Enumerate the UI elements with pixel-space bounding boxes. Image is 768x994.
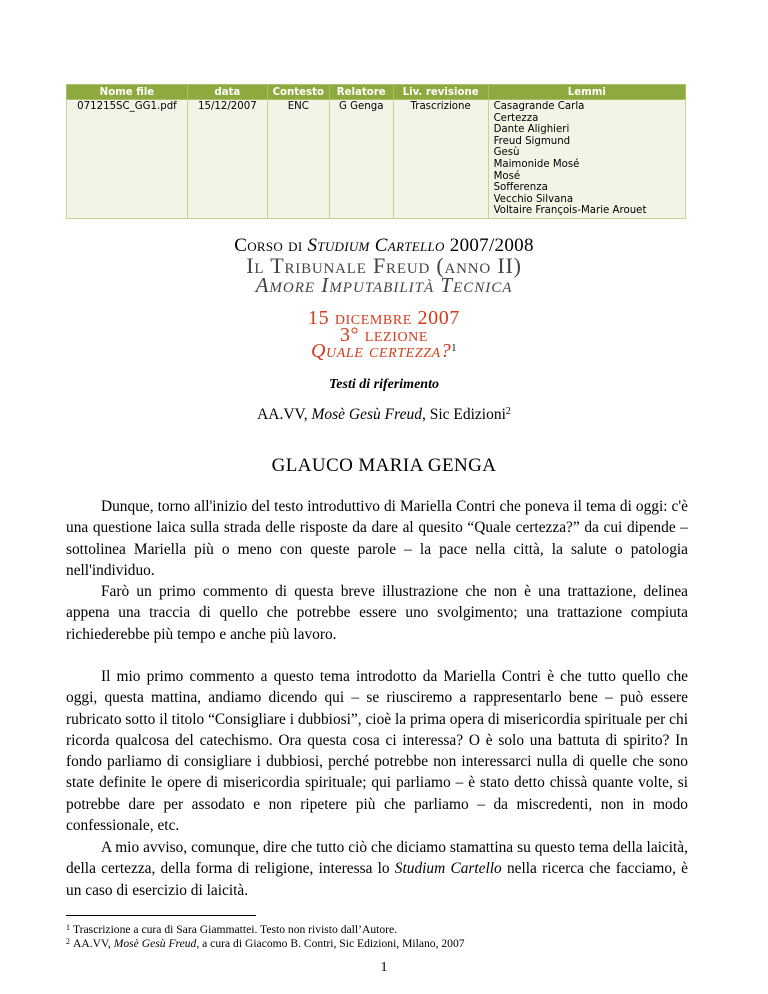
tribunale-title: Il Tribunale Freud (anno II) xyxy=(246,253,522,278)
lemma-item: Mosé xyxy=(493,170,521,182)
cell-date: 15/12/2007 xyxy=(187,100,267,219)
course-name: Studium Cartello xyxy=(307,235,445,256)
header-contesto: Contesto xyxy=(267,85,329,100)
header-nome-file: Nome file xyxy=(67,85,188,100)
header-lemmi: Lemmi xyxy=(488,85,685,100)
paragraph-1: Dunque, torno all'inizio del testo introduttivo di Mariella Contri che poneva il tema di oggi: c'è una questione laica sulla strada delle risposte da dare al quesito “Quale certezza?” da cui dipende – sottolinea Mariella più o meno con queste parole – la pace nella città, la salute o patologia nell'individuo. xyxy=(66,498,688,579)
lesson-number: 3° lezione xyxy=(339,324,429,346)
paragraph-3: Il mio primo commento a questo tema introdotto da Mariella Contri è che tutto quello che oggi, questa mattina, andiamo dicendo qui – se riusciremo a rappresentarlo bene – può essere rubricato sotto il titolo “Consigliare i dubbiosi”, cioè la prima opera di misericordia spirituale per chi ricorda qualcosa del catechismo. Ora questa cosa ci interessa? O è solo una battuta di spirito? In fondo parliamo di consigliare i dubbiosi, perché potrebbe non interessarci nulla di quelle che sono state definite le opere di misericordia spirituale; qui parliamo – è stato detto chissà quante volte, si potrebbe dare per assodato e non ripetere più che parliamo – da miscredenti, non in modo confessionale, etc. xyxy=(66,668,688,835)
reference-book: Mosè Gesù Freud xyxy=(311,406,422,423)
lemma-item: Certezza xyxy=(493,112,539,124)
references-heading: Testi di riferimento xyxy=(329,377,439,392)
header-relatore: Relatore xyxy=(329,85,393,100)
page-number: 1 xyxy=(380,960,388,975)
footnote-1: $^1$ Trascrizione a cura di Sara Giammattei. Testo non rivisto dall’Autore. xyxy=(66,923,398,936)
lemma-item: Dante Alighieri xyxy=(493,124,570,136)
lemma-item: Freud Sigmund xyxy=(493,135,571,147)
lemma-item: Voltaire François-Marie Arouet xyxy=(493,205,647,217)
footnote-2: $^2$ AA.VV, Mosè Gesù Freud, a cura di Giacomo B. Contri, Sic Edizioni, Milano, 2007 xyxy=(66,937,465,950)
metadata-row xyxy=(67,100,686,219)
footnote-ref-1: 1 xyxy=(451,343,457,354)
speaker-name: GLAUCO MARIA GENGA xyxy=(271,455,497,476)
cell-speaker: G Genga xyxy=(329,100,393,219)
lemma-item: Casagrande Carla xyxy=(493,101,585,112)
metadata-header-row xyxy=(67,85,686,100)
lemma-item: Sofferenza xyxy=(493,182,548,194)
header-liv-revisione: Liv. revisione xyxy=(393,85,488,100)
reference-entry: AA.VV, Mosè Gesù Freud, Sic Edizioni$^2$ xyxy=(257,406,511,423)
cell-file: 071215SC_GG1.pdf xyxy=(67,100,188,219)
metadata-table xyxy=(66,84,686,219)
subtitle: Amore Imputabilità Tecnica xyxy=(255,273,513,297)
cell-context: ENC xyxy=(267,100,329,219)
paragraph-2: Farò un primo commento di questa breve illustrazione che non è una trattazione, delinea appena una traccia di quello che potrebbe essere uno svolgimento; una trattazione compiuta richiederebbe più tempo e anche più lavoro. xyxy=(66,583,688,643)
header-data: data xyxy=(187,85,267,100)
lesson-date: 15 dicembre 2007 xyxy=(308,307,460,329)
cell-lemmi xyxy=(488,100,685,219)
cell-revision: Trascrizione xyxy=(393,100,488,219)
lemma-item: Vecchio Silvana xyxy=(493,193,574,205)
lemma-item: Gesù xyxy=(493,147,520,159)
paragraph-4: A mio avviso, comunque, dire che tutto ciò che diciamo stamattina su questo tema della laicità, della certezza, della forma di religione, interessa lo Studium Cartello nella ricerca che facciamo, è un caso di esercizio di laicità. xyxy=(66,839,688,899)
course-title: Corso di Studium Cartello 2007/2008 xyxy=(234,235,534,256)
footnote-ref-2: 2 xyxy=(505,406,511,417)
lemma-item: Maimonide Mosé xyxy=(493,158,580,170)
studium-cartello-italic: Studium Cartello xyxy=(394,860,502,878)
lesson-question: Quale certezza?$^1$ xyxy=(311,340,457,362)
footnote-divider xyxy=(66,915,256,916)
